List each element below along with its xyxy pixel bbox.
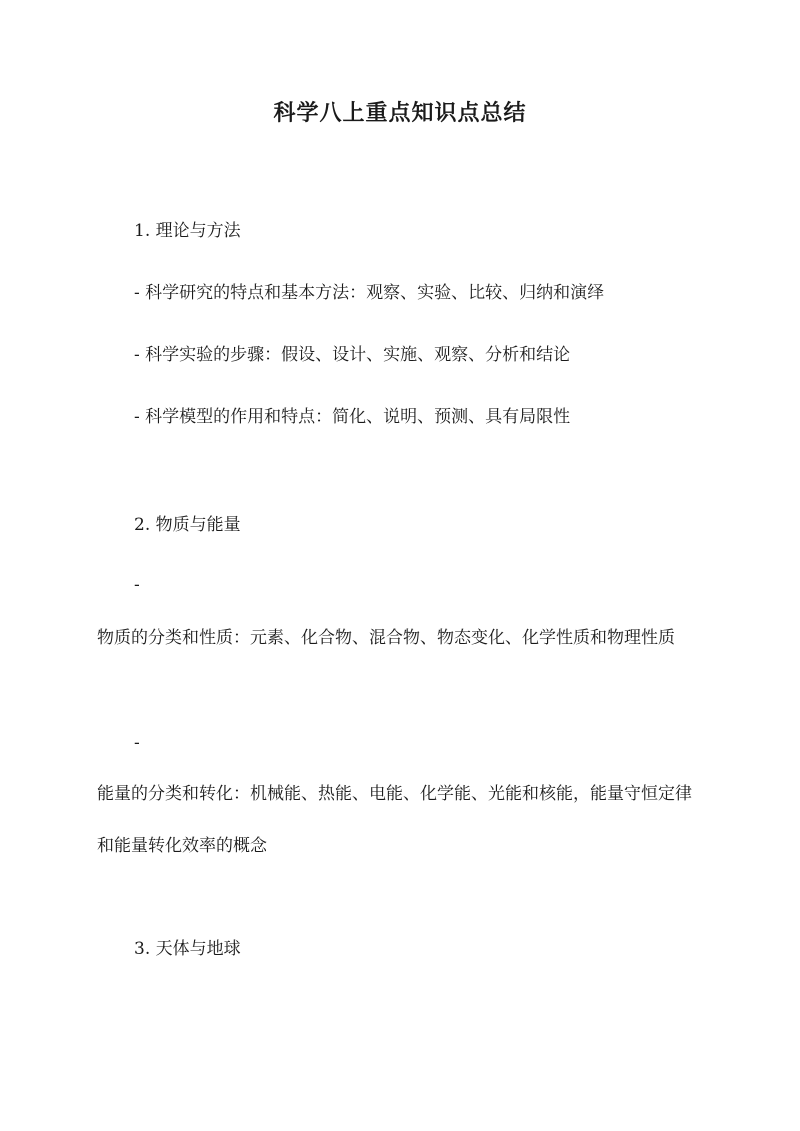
section-2-item-1-text: 物质的分类和性质：元素、化合物、混合物、物态变化、化学性质和物理性质 [97,628,675,648]
section-2-heading: 2. 物质与能量 [134,515,241,535]
section-1-heading: 1. 理论与方法 [134,221,241,241]
section-2-item-1-dash: - [134,575,140,595]
section-2-item-2-dash: - [134,733,140,753]
document-title: 科学八上重点知识点总结 [273,100,527,126]
section-1-item-2: - 科学实验的步骤：假设、设计、实施、观察、分析和结论 [134,345,571,365]
section-3-heading: 3. 天体与地球 [134,939,241,959]
section-1-item-3: - 科学模型的作用和特点：简化、说明、预测、具有局限性 [134,407,571,427]
section-2-item-2-text: 能量的分类和转化：机械能、热能、电能、化学能、光能和核能，能量守恒定律和能量转化效率的概念 [97,784,692,856]
section-1-item-1: - 科学研究的特点和基本方法：观察、实验、比较、归纳和演绎 [134,283,605,303]
